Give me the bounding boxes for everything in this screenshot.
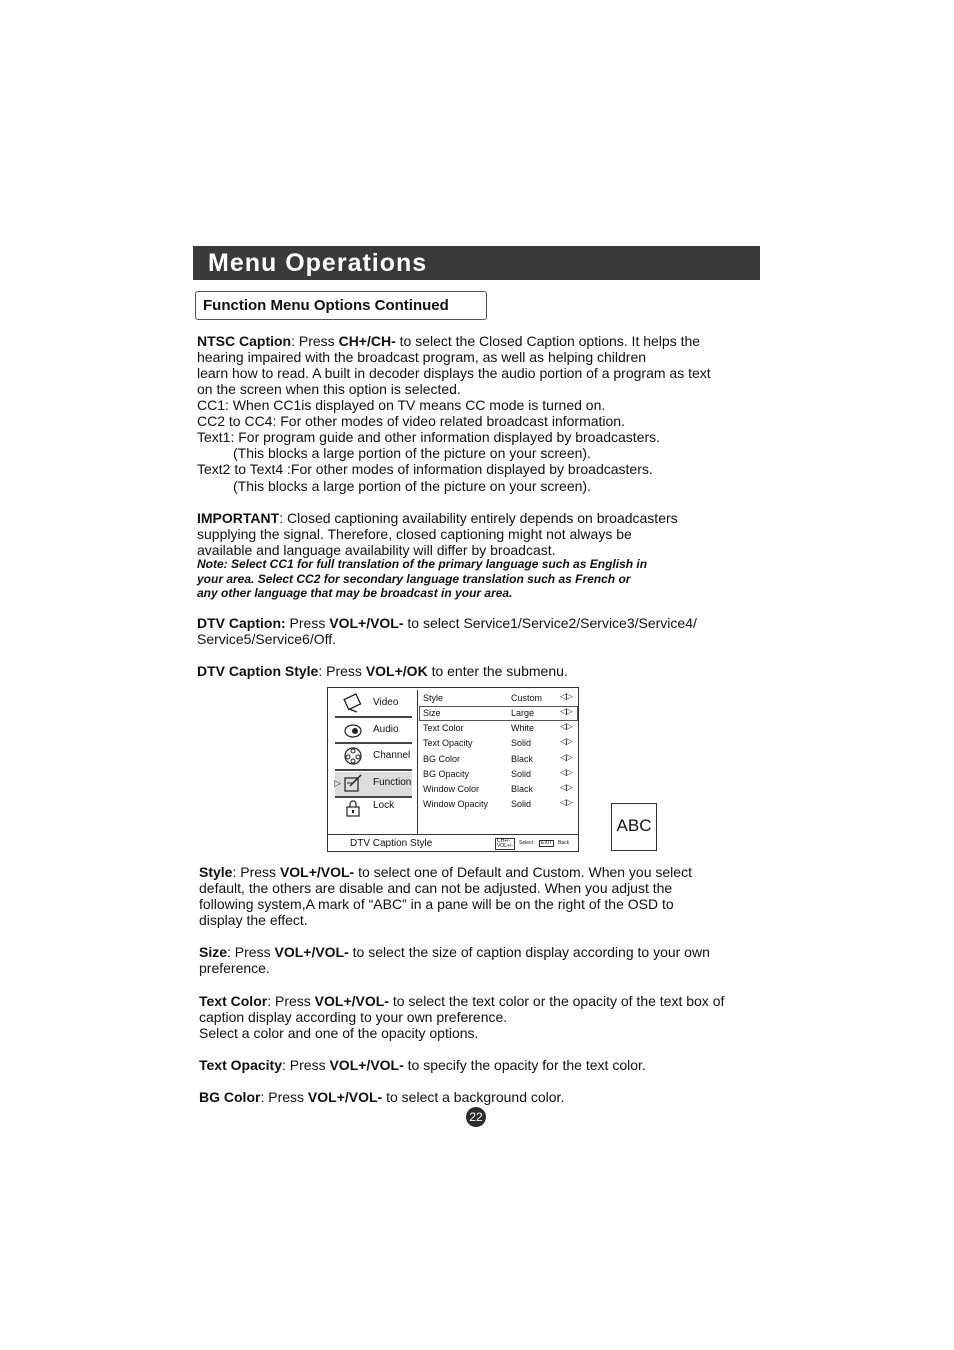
size-key: VOL+/VOL- [274, 944, 349, 960]
osd-option-window-color[interactable] [419, 782, 578, 797]
dtv-caption-term: DTV Caption: [197, 615, 286, 631]
option-value: Black [511, 784, 534, 794]
dtv-style-line [197, 663, 568, 679]
bg-color-term: BG Color [199, 1089, 261, 1105]
note-line-3: any other language that may be broadcast in your area. [197, 586, 513, 600]
osd-option-style[interactable] [419, 691, 578, 706]
dtv-caption-press: Press [285, 615, 330, 631]
video-icon [343, 693, 363, 713]
size-press: : Press [227, 944, 275, 960]
bg-color-key: VOL+/VOL- [307, 1089, 383, 1105]
style-line-1 [199, 864, 692, 880]
channel-icon [343, 746, 363, 766]
left-right-arrows-icon[interactable]: ◁▷ [560, 736, 572, 746]
option-name: Size [423, 708, 441, 718]
osd-menu-function[interactable] [335, 772, 412, 796]
text-opacity-press: : Press [282, 1057, 330, 1073]
selected-arrow-icon: ▷ [334, 778, 341, 788]
ntsc-line-8: (This blocks a large portion of the picture on your screen). [233, 445, 591, 461]
left-right-arrows-icon[interactable]: ◁▷ [560, 767, 572, 777]
ntsc-line-2: hearing impaired with the broadcast program, as well as helping children [197, 349, 647, 365]
osd-key-vol: VOL+/- [497, 843, 513, 849]
ntsc-key: CH+/CH- [338, 333, 396, 349]
dtv-caption-line-1 [197, 615, 697, 631]
osd-option-size[interactable] [419, 706, 578, 721]
osd-menu-separator [335, 716, 412, 718]
osd-footer-title: DTV Caption Style [350, 838, 433, 849]
option-value: Black [511, 754, 534, 764]
text-color-key: VOL+/VOL- [314, 993, 389, 1009]
ntsc-line-4: on the screen when this option is selected. [197, 381, 461, 397]
dtv-style-text: to enter the submenu. [427, 663, 568, 679]
ntsc-line-9: Text2 to Text4 :For other modes of information displayed by broadcasters. [197, 461, 653, 477]
style-line-2: default, the others are disable and can not be adjusted. When you adjust the [199, 880, 673, 896]
osd-menu-label: Lock [373, 800, 395, 811]
left-right-arrows-icon[interactable]: ◁▷ [560, 797, 572, 807]
left-right-arrows-icon[interactable]: ◁▷ [560, 752, 572, 762]
osd-divider [417, 690, 418, 834]
dtv-style-press: : Press [318, 663, 366, 679]
section-title: Function Menu Options Continued [203, 297, 449, 314]
style-press: : Press [232, 864, 280, 880]
option-name: Window Color [423, 784, 480, 794]
ntsc-line-1 [197, 333, 700, 349]
size-text: to select the size of caption display according to your own [348, 944, 710, 960]
option-value: Solid [511, 738, 532, 748]
osd-menu-channel[interactable] [335, 745, 412, 769]
dtv-caption-key: VOL+/VOL- [329, 615, 404, 631]
text-color-press: : Press [267, 993, 315, 1009]
osd-menu-separator [335, 769, 412, 771]
option-name: Style [423, 693, 444, 703]
ntsc-press: : Press [291, 333, 339, 349]
important-line-2: supplying the signal. Therefore, closed captioning might not always be [197, 526, 632, 542]
bg-color-line [199, 1089, 564, 1105]
text-color-text: to select the text color or the opacity of the text box of [388, 993, 725, 1009]
ntsc-line-6: CC2 to CC4: For other modes of video related broadcast information. [197, 413, 625, 429]
bg-color-press: : Press [260, 1089, 308, 1105]
size-term: Size [199, 944, 228, 960]
option-value: Solid [511, 769, 532, 779]
size-line-2: preference. [199, 960, 270, 976]
ntsc-line-10: (This blocks a large portion of the picture on your screen). [233, 478, 591, 494]
caption-preview-text: ABC [616, 816, 652, 835]
style-text: to select one of Default and Custom. When you select [354, 864, 692, 880]
text-opacity-line [199, 1057, 646, 1073]
size-line-1 [199, 944, 710, 960]
important-line-3: available and language availability will differ by broadcast. [197, 542, 556, 558]
osd-menu-label: Function [373, 777, 412, 788]
option-name: BG Color [423, 754, 461, 764]
style-line-3: following system,A mark of “ABC” in a pane will be on the right of the OSD to [199, 896, 674, 912]
osd-menu-label: Audio [373, 724, 399, 735]
osd-bottom-line [328, 834, 578, 835]
left-right-arrows-icon[interactable]: ◁▷ [560, 706, 572, 716]
osd-option-text-color[interactable] [419, 721, 578, 736]
left-right-arrows-icon[interactable]: ◁▷ [560, 721, 572, 731]
note-line-2: your area. Select CC2 for secondary language translation such as French or [197, 572, 631, 586]
important-text: : Closed captioning availability entirely depends on broadcasters [279, 510, 678, 526]
bg-color-text: to select a background color. [382, 1089, 565, 1105]
osd-option-bg-opacity[interactable] [419, 767, 578, 782]
osd-option-window-opacity[interactable] [419, 797, 578, 812]
osd-key-select-label: Select [519, 840, 533, 846]
audio-icon [343, 720, 363, 740]
dtv-style-key: VOL+/OK [365, 663, 428, 679]
option-name: Text Opacity [423, 738, 473, 748]
option-value: Custom [511, 693, 543, 703]
dtv-caption-line-2: Service5/Service6/Off. [197, 631, 337, 647]
osd-menu-label: Video [373, 697, 399, 708]
style-line-4: display the effect. [199, 912, 308, 928]
important-line-1 [197, 510, 678, 526]
osd-menu-audio[interactable] [335, 719, 412, 743]
osd-menu-separator [335, 742, 412, 744]
option-name: Window Opacity [423, 799, 489, 809]
osd-menu-video[interactable] [335, 692, 412, 716]
option-value: White [511, 723, 535, 733]
text-color-term: Text Color [199, 993, 268, 1009]
ntsc-term: NTSC Caption [197, 333, 292, 349]
page-number: 22 [466, 1107, 486, 1127]
ntsc-text: to select the Closed Caption options. It helps the [395, 333, 701, 349]
osd-key-back-label: Back [558, 840, 570, 846]
text-color-line-3: Select a color and one of the opacity options. [199, 1025, 479, 1041]
note-line-1: Note: Select CC1 for full translation of the primary language such as English in [197, 557, 648, 571]
osd-option-bg-color[interactable] [419, 752, 578, 767]
important-term: IMPORTANT [197, 510, 280, 526]
style-term: Style [199, 864, 233, 880]
text-color-line-1 [199, 993, 724, 1009]
dtv-caption-text: to select Service1/Service2/Service3/Service4/ [403, 615, 697, 631]
text-color-line-2: caption display according to your own preference. [199, 1009, 508, 1025]
option-value: Large [511, 708, 535, 718]
text-opacity-term: Text Opacity [199, 1057, 282, 1073]
function-icon [343, 773, 363, 793]
osd-menu-lock[interactable] [335, 797, 412, 821]
option-value: Solid [511, 799, 532, 809]
left-right-arrows-icon[interactable]: ◁▷ [560, 782, 572, 792]
style-key: VOL+/VOL- [279, 864, 355, 880]
osd-key-exit: EXIT [541, 840, 553, 846]
osd-option-text-opacity[interactable] [419, 736, 578, 751]
text-opacity-text: to specify the opacity for the text color. [403, 1057, 646, 1073]
osd-key-ch-vol [495, 838, 515, 850]
text-opacity-key: VOL+/VOL- [329, 1057, 404, 1073]
ntsc-line-3: learn how to read. A built in decoder displays the audio portion of a program as text [197, 365, 711, 381]
ntsc-line-7: Text1: For program guide and other information displayed by broadcasters. [197, 429, 661, 445]
option-name: Text Color [423, 723, 464, 733]
lock-icon [343, 798, 363, 818]
ntsc-line-5: CC1: When CC1is displayed on TV means CC mode is turned on. [197, 397, 606, 413]
dtv-style-term: DTV Caption Style [197, 663, 319, 679]
osd-key-ch: CH+/- [497, 838, 511, 844]
osd-menu-label: Channel [373, 750, 411, 761]
left-right-arrows-icon[interactable]: ◁▷ [560, 691, 572, 701]
option-name: BG Opacity [423, 769, 470, 779]
page-title: Menu Operations [208, 249, 428, 277]
